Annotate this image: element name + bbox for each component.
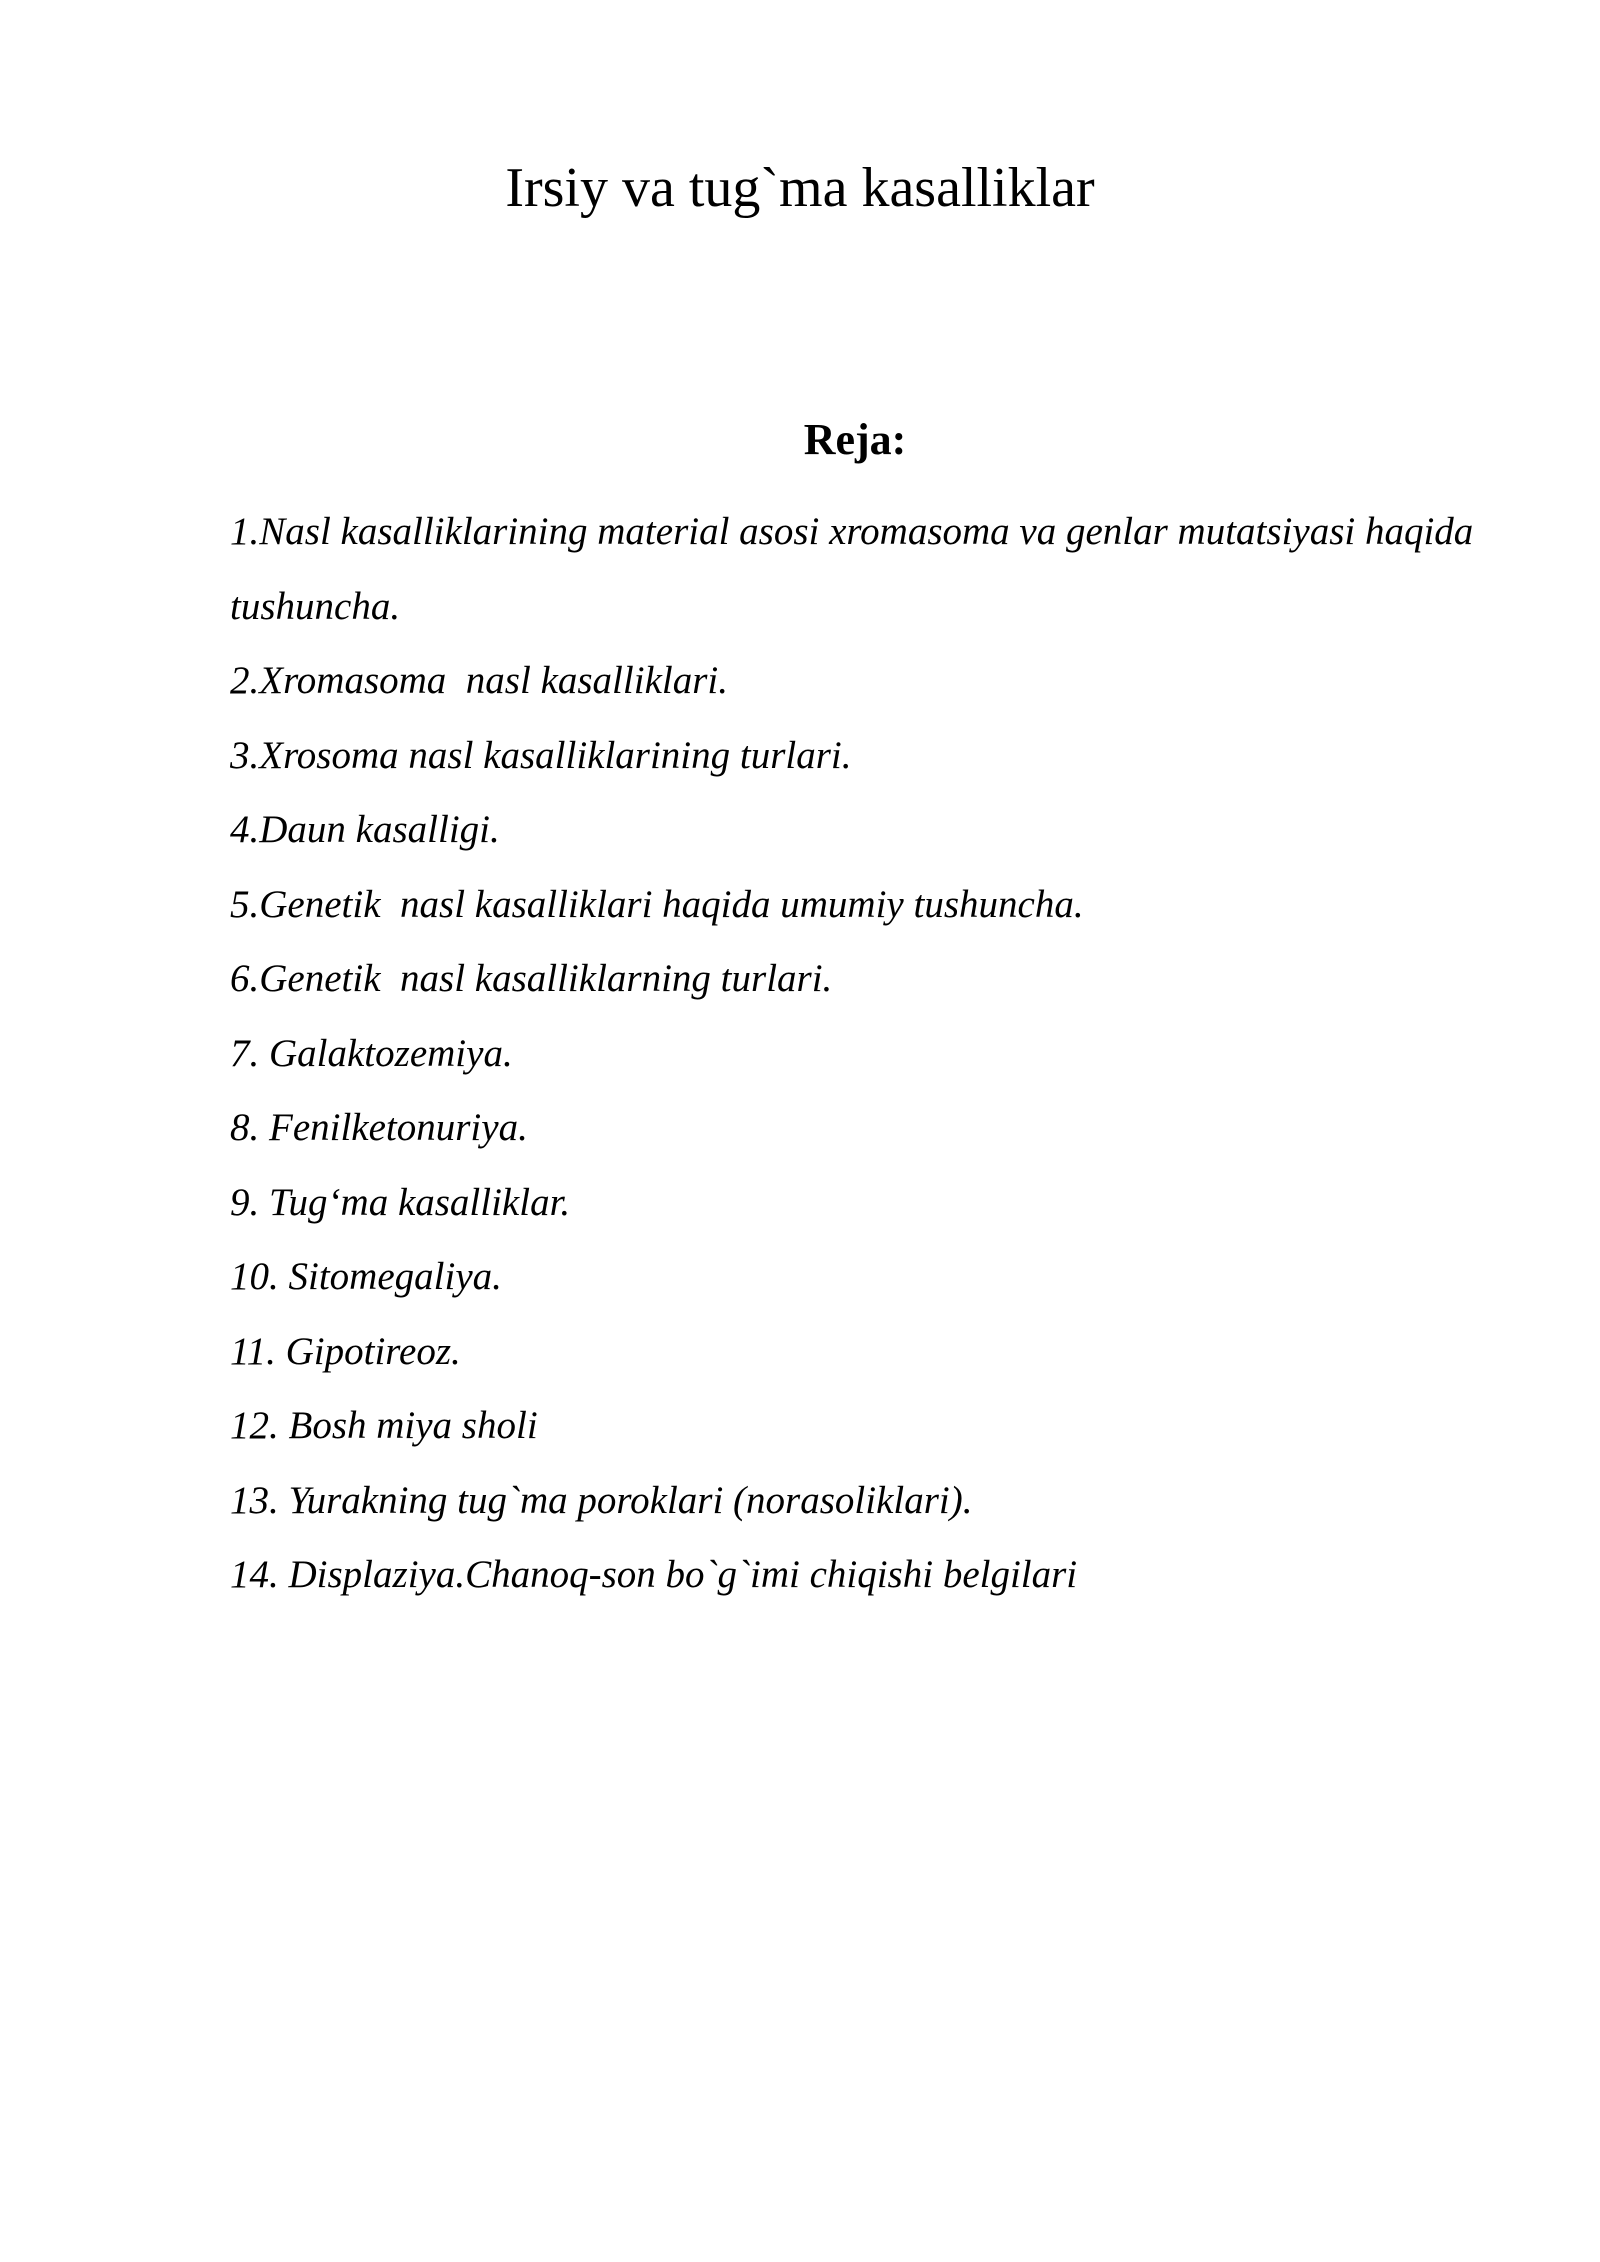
plan-item: 9. Tug‘ma kasalliklar. bbox=[230, 1180, 571, 1224]
plan-item: 8. Fenilketonuriya. bbox=[230, 1106, 528, 1149]
plan-item: 10. Sitomegaliya. bbox=[230, 1255, 502, 1298]
plan-item: 14. Displaziya.Chanoq-son bo`g`imi chiqishi belgilari bbox=[230, 1553, 1078, 1596]
plan-item: 12. Bosh miya sholi bbox=[230, 1404, 538, 1447]
plan-item: 4.Daun kasalligi. bbox=[230, 808, 500, 851]
plan-item: 5.Genetik nasl kasalliklari haqida umumiy tushuncha. bbox=[230, 882, 1084, 926]
plan-heading: Reja: bbox=[803, 415, 907, 464]
plan-item: 13. Yurakning tug`ma poroklari (norasoliklari). bbox=[230, 1478, 973, 1522]
plan-item: 3.Xrosoma nasl kasalliklarining turlari. bbox=[230, 733, 852, 777]
page-title: Irsiy va tug`ma kasalliklar bbox=[505, 157, 1095, 219]
plan-list bbox=[230, 495, 1530, 1613]
plan-item: 1.Nasl kasalliklarining material asosi xromasoma va genlar mutatsiyasi haqida tushuncha. bbox=[230, 510, 1484, 628]
plan-item: 6.Genetik nasl kasalliklarning turlari. bbox=[230, 957, 833, 1000]
plan-item: 7. Galaktozemiya. bbox=[230, 1031, 513, 1075]
plan-item: 2.Xromasoma nasl kasalliklari. bbox=[230, 659, 728, 702]
plan-item: 11. Gipotireoz. bbox=[230, 1329, 461, 1373]
